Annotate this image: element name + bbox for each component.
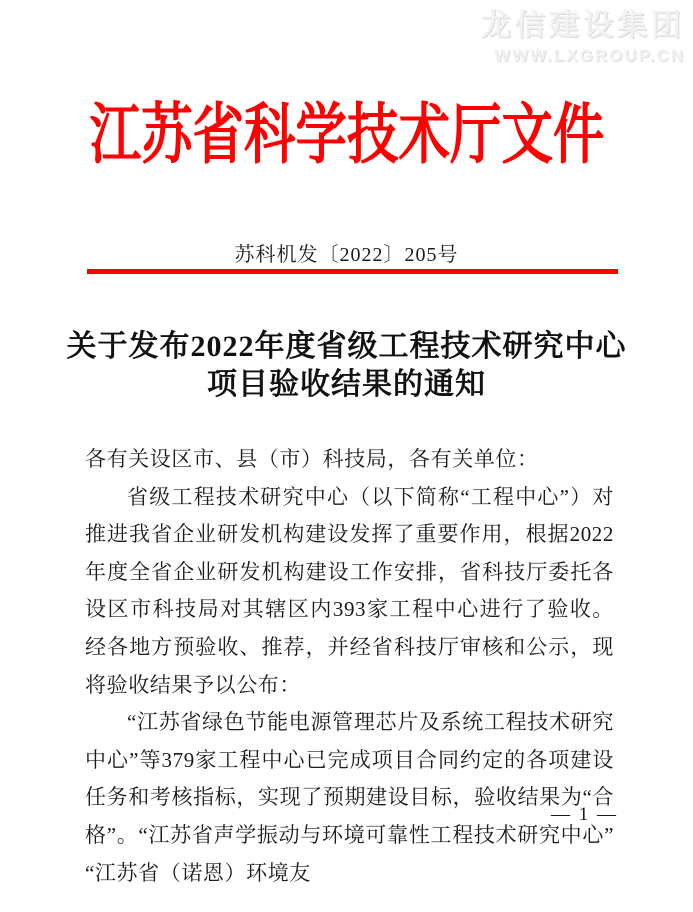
page-footer xyxy=(0,804,618,826)
salutation: 各有关设区市、县（市）科技局，各有关单位： xyxy=(85,447,539,471)
watermark-website: WWW.LXGROUP.CN xyxy=(493,46,685,65)
document-number: 苏科机发〔2022〕205号 xyxy=(234,244,459,266)
paragraph-1: 省级工程技术研究中心（以下简称“工程中心”）对推进我省企业研发机构建设发挥了重要作用，根据2022年度全省企业研发机构建设工作安排，省科技厅委托各设区市科技局对其辖区内393家工程中心进行了验收。经各地方预验收、推荐，并经省科技厅审核和公示，现将验收结果予以公布： xyxy=(85,484,614,697)
letterhead-title: 江苏省科学技术厅文件 xyxy=(89,99,604,172)
notice-title xyxy=(0,328,693,404)
notice-title-line1: 关于发布2022年度省级工程技术研究中心 xyxy=(66,330,627,363)
notice-title-line2: 项目验收结果的通知 xyxy=(207,368,486,401)
letterhead-rule xyxy=(87,269,618,274)
watermark xyxy=(481,8,685,66)
watermark-company-name: 龙信建设集团 xyxy=(481,9,685,42)
page-number: — 1 — xyxy=(551,804,618,825)
paragraph-2: “江苏省绿色节能电源管理芯片及系统工程技术研究中心”等379家工程中心已完成项目合同约定的各项建设任务和考核指标，实现了预期建设目标，验收结果为“合格”。“江苏省声学振动与环境可靠性工程技术研究中心”“江苏省（诺恩）环境友 xyxy=(85,710,614,885)
letterhead xyxy=(0,92,693,180)
